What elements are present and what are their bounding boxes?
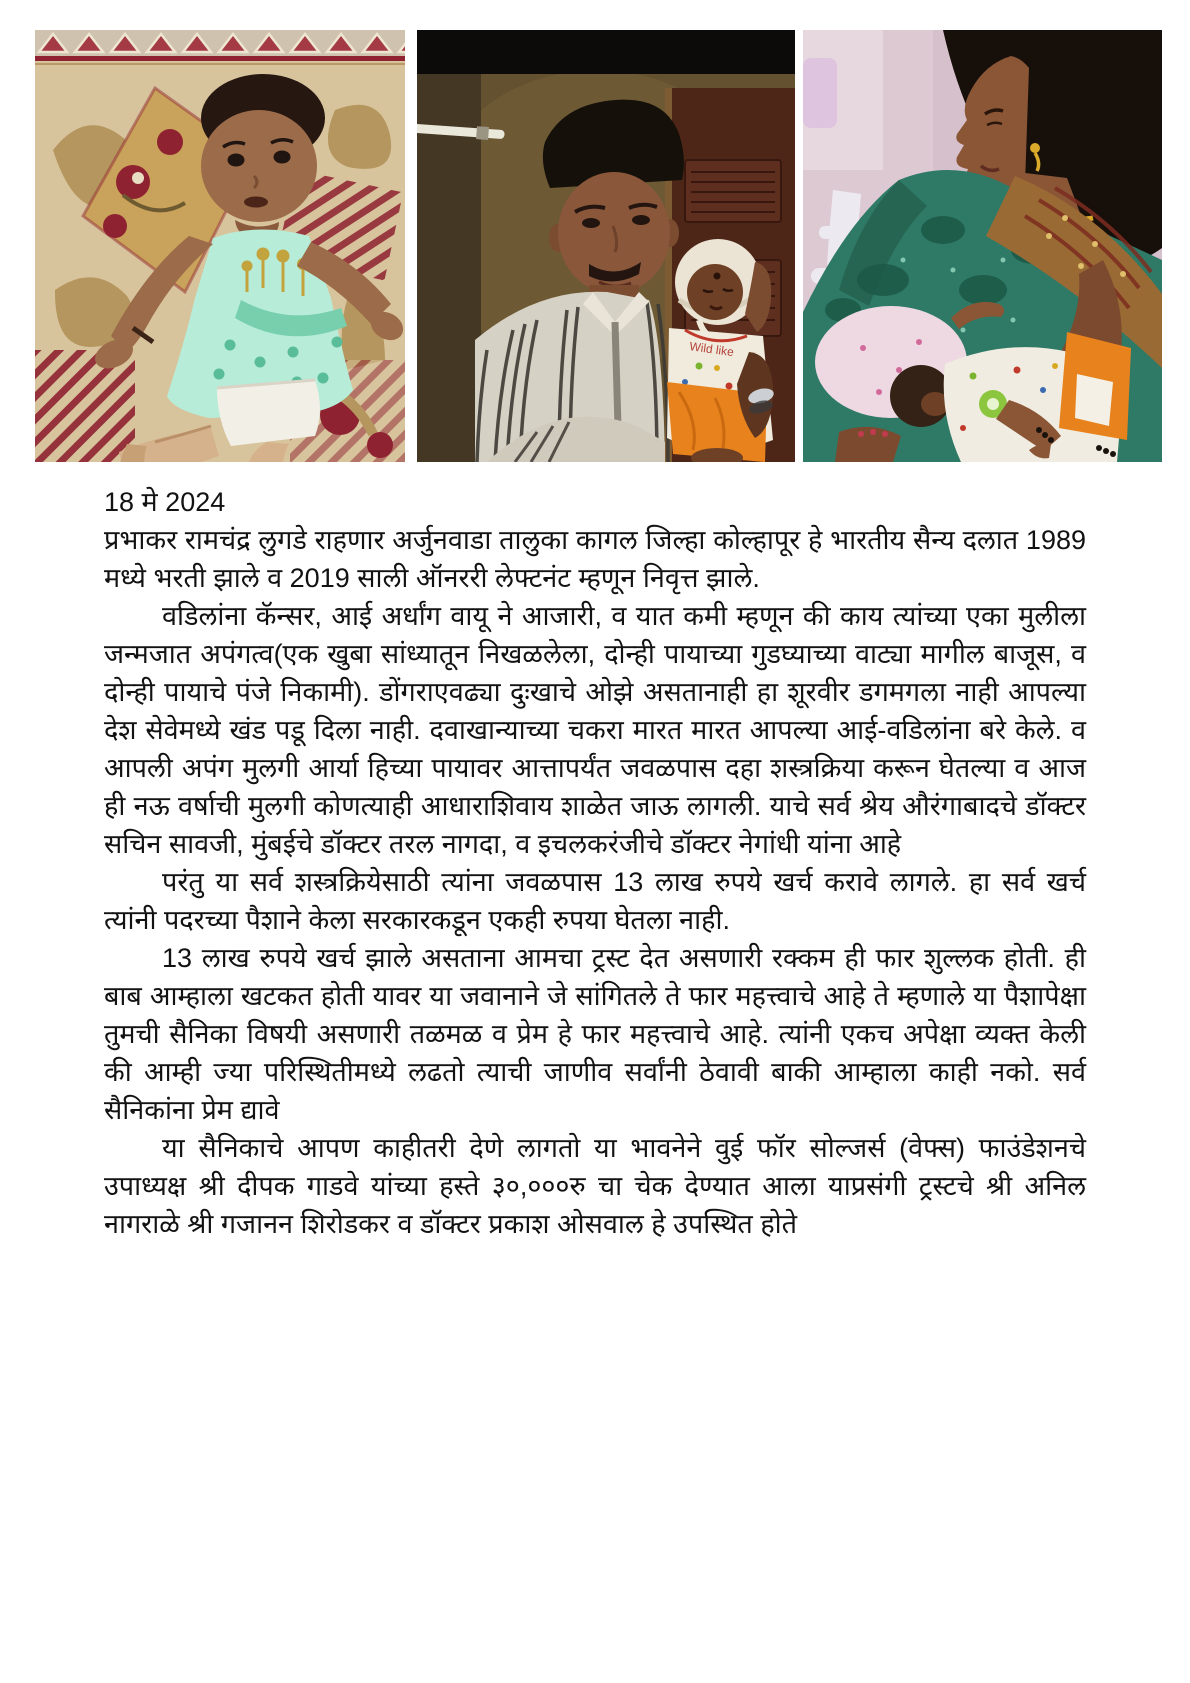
paragraph-family-hardship: वडिलांना कॅन्सर, आई अर्धांग वायू ने आजारी, व यात कमी म्हणून की काय त्यांच्या एका मुलीला जन्मजात अपंगत्व(एक खुबा सांध्यातून निखळलेला, दोन्ही पायाच्या गुडघ्याच्या वाट्या मागील बाजूस, व दोन्ही पायाचे पंजे निकामी). डोंगराएवढ्या दुःखाचे ओझे असतानाही हा शूरवीर डगमगला नाही आपल्या देश सेवेमध्ये खंड पडू दिला नाही. दवाखान्याच्या चकरा मारत मारत आपल्या आई-वडिलांना बरे केले. व आपली अपंग मुलगी आर्या हिच्या पायावर आत्तापर्यंत जवळपास दहा शस्त्रक्रिया करून घेतल्या व आज ही नऊ वर्षाची मुलगी कोणत्याही आधाराशिवाय शाळेत जाऊ लागली. याचे सर्व श्रेय औरंगाबादचे डॉक्टर सचिन सावजी, मुंबईचे डॉक्टर तरल नागदा, व इचलकरंजीचे डॉक्टर नेगांधी यांना आहे <box>104 601 1086 859</box>
article-date: 18 मे 2024 <box>104 487 226 517</box>
paragraph-intro: प्रभाकर रामचंद्र लुगडे राहणार अर्जुनवाडा तालुका कागल जिल्हा कोल्हापूर हे भारतीय सैन्य दलात 1989 मध्ये भरती झाले व 2019 साली ऑनररी लेफ्टनंट म्हणून निवृत्त झाले. <box>104 525 1087 593</box>
paragraph-cheque-presentation: या सैनिकाचे आपण काहीतरी देणे लागतो या भावनेने वुई फॉर सोल्जर्स (वेफ्स) फाउंडेशनचे उपाध्यक्ष श्री दीपक गाडवे यांच्या हस्ते ३०,०००रु चा चेक देण्यात आला याप्रसंगी ट्रस्टचे श्री अनिल नागराळे श्री गजानन शिरोडकर व डॉक्टर प्रकाश ओसवाल हे उपस्थित होते <box>104 1133 1086 1239</box>
article-body <box>104 483 1086 1243</box>
paragraph-trust-amount: 13 लाख रुपये खर्च झाले असताना आमचा ट्रस्ट देत असणारी रक्कम ही फार शुल्लक होती. ही बाब आम्हाला खटकत होती यावर या जवानाने जे सांगितले ते फार महत्त्वाचे आहे ते म्हणाले या पैशापेक्षा तुमची सैनिका विषयी असणारी तळमळ व प्रेम हे फार महत्त्वाचे आहे. त्यांनी एकच अपेक्षा व्यक्त केली की आम्ही ज्या परिस्थितीमध्ये लढतो त्याची जाणीव सर्वांनी ठेवावी बाकी आम्हाला काही नको. सर्व सैनिकांना प्रेम द्यावे <box>104 943 1086 1125</box>
paragraph-expenses: परंतु या सर्व शस्त्रक्रियेसाठी त्यांना जवळपास 13 लाख रुपये खर्च करावे लागले. हा सर्व खर्च त्यांनी पदरच्या पैशाने केला सरकारकडून एकही रुपया घेतला नाही. <box>104 867 1086 935</box>
baby-shirt-print: Wild like <box>688 339 735 360</box>
photo-baby-on-patterned-carpet <box>35 30 405 462</box>
photo-mother-holding-baby-on-lap <box>803 30 1162 462</box>
photo-father-holding-newborn <box>417 30 795 462</box>
